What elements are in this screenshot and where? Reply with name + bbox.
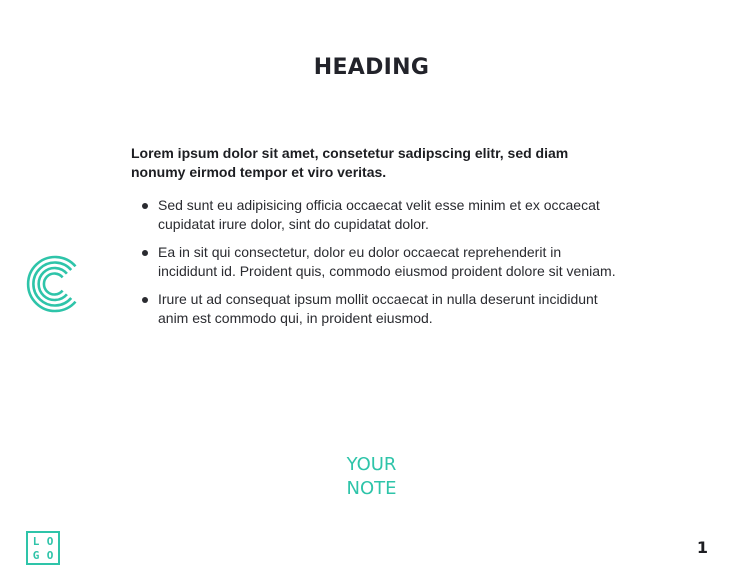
logo	[26, 531, 60, 565]
note-line-2: NOTE	[346, 478, 397, 499]
logo-letter: G	[32, 548, 40, 562]
bullet-text: Ea in sit qui consectetur, dolor eu dolor occaecat reprehenderit in incididunt id. Proident quis, commodo eiusmod proident dolore sit veniam.	[158, 244, 616, 279]
logo-letter: O	[46, 548, 54, 562]
lead-paragraph: Lorem ipsum dolor sit amet, consetetur sadipscing elitr, sed diam nonumy eirmod tempor et viro veritas.	[131, 145, 569, 180]
bullet-item	[131, 196, 621, 234]
logo-letter: L	[32, 534, 40, 548]
note-line-1: YOUR	[346, 454, 397, 475]
bullet-text: Irure ut ad consequat ipsum mollit occaecat in nulla deserunt incididunt anim est commodo qui, in proident eiusmod.	[158, 291, 598, 326]
bullet-dot-icon	[142, 297, 148, 303]
page-title: HEADING	[313, 55, 430, 80]
bullet-dot-icon	[142, 250, 148, 256]
note-text	[0, 453, 743, 501]
logo-letter: O	[46, 534, 54, 548]
bullet-dot-icon	[142, 203, 148, 209]
bullet-list	[131, 196, 621, 328]
page-number: 1	[696, 538, 708, 557]
bullet-item	[131, 243, 621, 281]
content-block	[131, 144, 621, 337]
bullet-text: Sed sunt eu adipisicing officia occaecat velit esse minim et ex occaecat cupidatat irure dolor, sint do cupidatat dolor.	[158, 197, 600, 232]
bullet-item	[131, 290, 621, 328]
concentric-c-icon	[25, 254, 85, 314]
